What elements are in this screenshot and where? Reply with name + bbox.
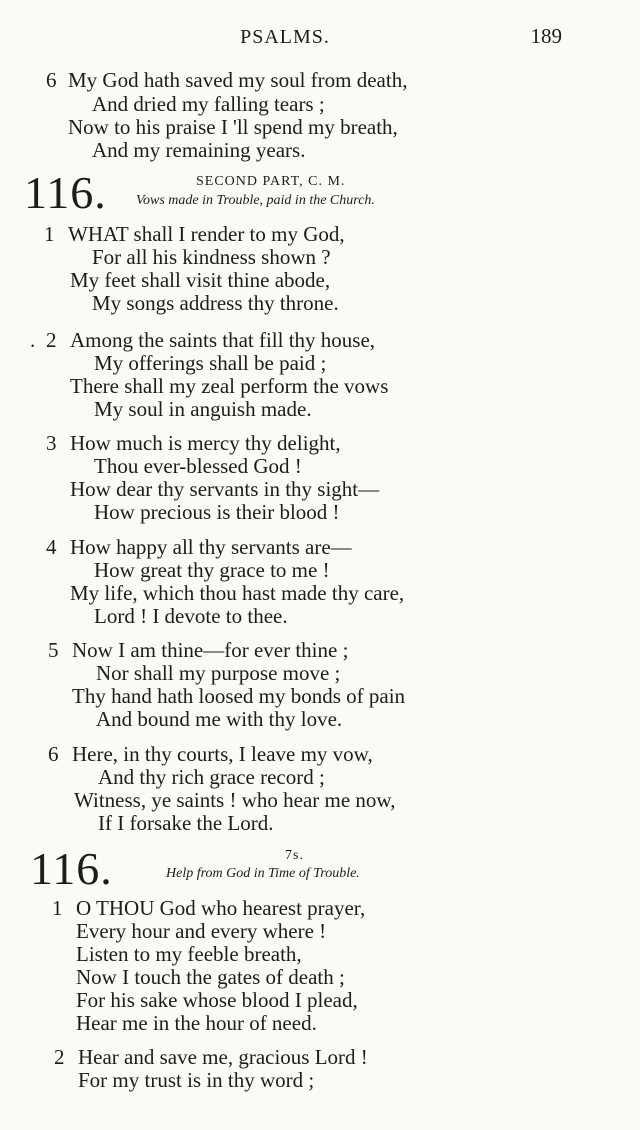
verse-line: Thy hand hath loosed my bonds of pain: [72, 684, 406, 708]
verse-line: My God hath saved my soul from death,: [68, 68, 408, 92]
verse-line: Among the saints that fill thy house,: [70, 328, 376, 352]
verse-line: Hear and save me, gracious Lord !: [78, 1045, 368, 1069]
stanza-number: 6: [48, 742, 59, 766]
verse-line: And dried my falling tears ;: [92, 92, 325, 116]
running-title: PSALMS.: [240, 26, 330, 48]
stanza-number: 2: [46, 328, 57, 352]
verse-line: Hear me in the hour of need.: [76, 1011, 317, 1035]
stanza-number: 3: [46, 431, 57, 455]
stanza-number: 1: [44, 222, 55, 246]
verse-line: How much is mercy thy delight,: [70, 431, 341, 455]
verse-line: For all his kindness shown ?: [92, 245, 331, 269]
verse-line: Now I am thine—for ever thine ;: [72, 638, 349, 662]
stanza-number: 4: [46, 535, 57, 559]
verse-line: Thou ever-blessed God !: [94, 454, 302, 478]
hymn-subtitle: Vows made in Trouble, paid in the Church.: [136, 193, 375, 208]
verse-line: Nor shall my purpose move ;: [96, 661, 341, 685]
stanza-number: 5: [48, 638, 59, 662]
verse-line: How dear thy servants in thy sight—: [70, 477, 380, 501]
verse-line: My songs address thy throne.: [92, 291, 339, 315]
hymn-meter: 7s.: [285, 848, 304, 863]
verse-line: Every hour and every where !: [76, 919, 327, 943]
verse-line: How happy all thy servants are—: [70, 535, 352, 559]
verse-line: There shall my zeal perform the vows: [70, 374, 389, 398]
verse-line: How great thy grace to me !: [94, 558, 330, 582]
verse-line: My offerings shall be paid ;: [94, 351, 327, 375]
page-number: 189: [530, 24, 562, 48]
hymn-number: 116.: [30, 843, 113, 894]
verse-line: Now to his praise I 'll spend my breath,: [68, 115, 398, 139]
hymn-meter: SECOND PART, C. M.: [196, 174, 346, 189]
verse-line: And my remaining years.: [92, 138, 306, 162]
verse-line: How precious is their blood !: [94, 500, 340, 524]
stanza-number: 6: [46, 68, 57, 92]
verse-line: Here, in thy courts, I leave my vow,: [72, 742, 373, 766]
verse-line: And bound me with thy love.: [96, 707, 343, 731]
hymn-number: 116.: [24, 167, 107, 218]
hymn-subtitle: Help from God in Time of Trouble.: [166, 866, 360, 881]
verse-line: If I forsake the Lord.: [98, 811, 274, 835]
stray-mark: .: [30, 328, 36, 352]
verse-line: My soul in anguish made.: [94, 397, 312, 421]
verse-line: Witness, ye saints ! who hear me now,: [74, 788, 396, 812]
verse-line: My life, which thou hast made thy care,: [70, 581, 405, 605]
verse-line: For my trust is in thy word ;: [78, 1068, 315, 1092]
verse-line: For his sake whose blood I plead,: [76, 988, 358, 1012]
verse-line: And thy rich grace record ;: [98, 765, 325, 789]
verse-line: Now I touch the gates of death ;: [76, 965, 345, 989]
verse-line: O THOU God who hearest prayer,: [76, 896, 366, 920]
verse-line: WHAT shall I render to my God,: [68, 222, 345, 246]
verse-line: My feet shall visit thine abode,: [70, 268, 331, 292]
stanza-number: 1: [52, 896, 63, 920]
verse-line: Listen to my feeble breath,: [76, 942, 302, 966]
verse-line: Lord ! I devote to thee.: [94, 604, 288, 628]
stanza-number: 2: [54, 1045, 65, 1069]
